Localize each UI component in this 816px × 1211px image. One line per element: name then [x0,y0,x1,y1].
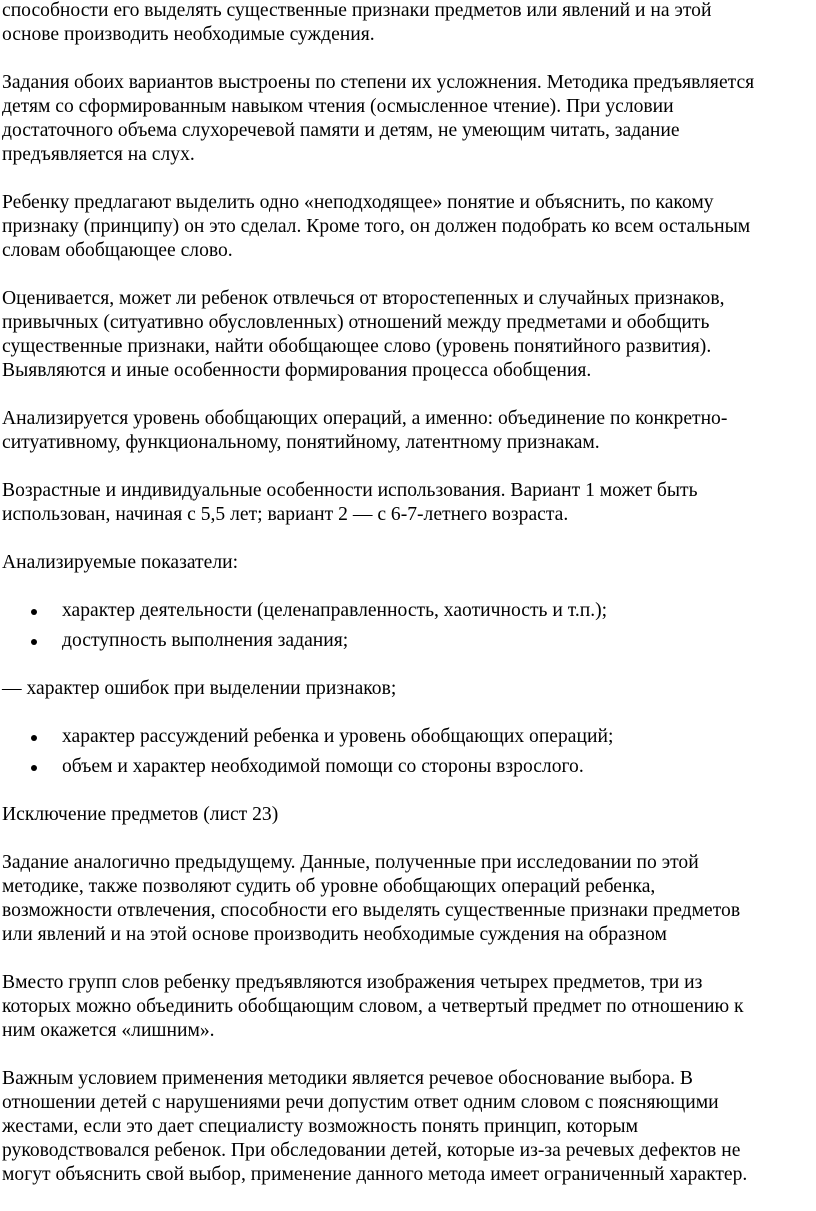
paragraph-3 [2,191,814,263]
list-item-text: объем и характер необходимой помощи со стороны взрослого. [62,756,584,777]
list-item-text: характер рассуждений ребенка и уровень обобщающих операций; [62,726,614,747]
paragraph-5 [2,407,814,455]
text-line: возможности отвлечения, способности его выделять существенные признаки предметов [2,900,741,921]
text-line: детям со сформированным навыком чтения (осмысленное чтение). При условии [2,96,674,117]
text-line: Анализируется уровень обобщающих операций, а именно: объединение по конкретно- [2,408,728,429]
paragraph-12 [2,1067,814,1187]
section-heading [2,803,814,827]
list-item [2,725,814,749]
text-line: способности его выделять существенные признаки предметов или явлений и на этой [2,0,712,21]
text-line: существенные признаки, найти обобщающее слово (уровень понятийного развития). [2,336,712,357]
text-line: Анализируемые показатели: [2,552,239,573]
list-item [2,755,814,779]
text-line: ним окажется «лишним». [2,1020,215,1041]
text-line: Важным условием применения методики является речевое обоснование выбора. В [2,1068,694,1089]
list-item-text: характер деятельности (целенаправленность, хаотичность и т.п.); [62,600,608,621]
text-line: признаку (принципу) он это сделал. Кроме того, он должен подобрать ко всем остальным [2,216,751,237]
text-line: могут объяснить свой выбор, применение данного метода имеет ограниченный характер. [2,1164,748,1185]
paragraph-11 [2,971,814,1043]
bullet-list-1 [2,599,814,653]
document-page [2,0,814,1211]
list-item [2,599,814,623]
text-line: или явлений и на этой основе производить необходимые суждения на образном [2,924,667,945]
text-line: отношении детей с нарушениями речи допустим ответ одним словом с поясняющими [2,1092,719,1113]
text-line: основе производить необходимые суждения. [2,24,375,45]
text-line: привычных (ситуативно обусловленных) отношений между предметами и обобщить [2,312,710,333]
text-line: Вместо групп слов ребенку предъявляются изображения четырех предметов, три из [2,972,703,993]
text-line: Исключение предметов (лист 23) [2,804,279,825]
text-line: Возрастные и индивидуальные особенности использования. Вариант 1 может быть [2,480,698,501]
text-line: Оценивается, может ли ребенок отвлечься от второстепенных и случайных признаков, [2,288,725,309]
text-line: жестами, если это дает специалисту возможность понять принцип, которым [2,1116,638,1137]
paragraph-8 [2,677,814,701]
text-line: — характер ошибок при выделении признаков; [2,678,397,699]
bullet-icon [31,609,37,615]
text-line: руководствовался ребенок. При обследовании детей, которые из-за речевых дефектов не [2,1140,741,1161]
text-line: ситуативному, функциональному, понятийному, латентному признакам. [2,432,600,453]
paragraph-10 [2,851,814,947]
paragraph-7 [2,551,814,575]
text-line: Ребенку предлагают выделить одно «неподходящее» понятие и объяснить, по какому [2,192,714,213]
paragraph-6 [2,479,814,527]
paragraph-4 [2,287,814,383]
paragraph-2 [2,71,814,167]
paragraph-1 [2,0,814,47]
text-line: предъявляется на слух. [2,144,195,165]
text-line: словам обобщающее слово. [2,240,233,261]
text-line: Задания обоих вариантов выстроены по степени их усложнения. Методика предъявляется [2,72,755,93]
list-item [2,629,814,653]
text-line: достаточного объема слухоречевой памяти и детям, не умеющим читать, задание [2,120,680,141]
text-line: которых можно объединить обобщающим словом, а четвертый предмет по отношению к [2,996,744,1017]
bullet-icon [31,765,37,771]
list-item-text: доступность выполнения задания; [62,630,349,651]
text-line: Задание аналогично предыдущему. Данные, полученные при исследовании по этой [2,852,699,873]
bullet-icon [31,735,37,741]
text-line: методике, также позволяют судить об уровне обобщающих операций ребенка, [2,876,656,897]
text-line: использован, начиная с 5,5 лет; вариант 2 — с 6-7-летнего возраста. [2,504,569,525]
bullet-icon [31,639,37,645]
bullet-list-2 [2,725,814,779]
text-line: Выявляются и иные особенности формирования процесса обобщения. [2,360,592,381]
